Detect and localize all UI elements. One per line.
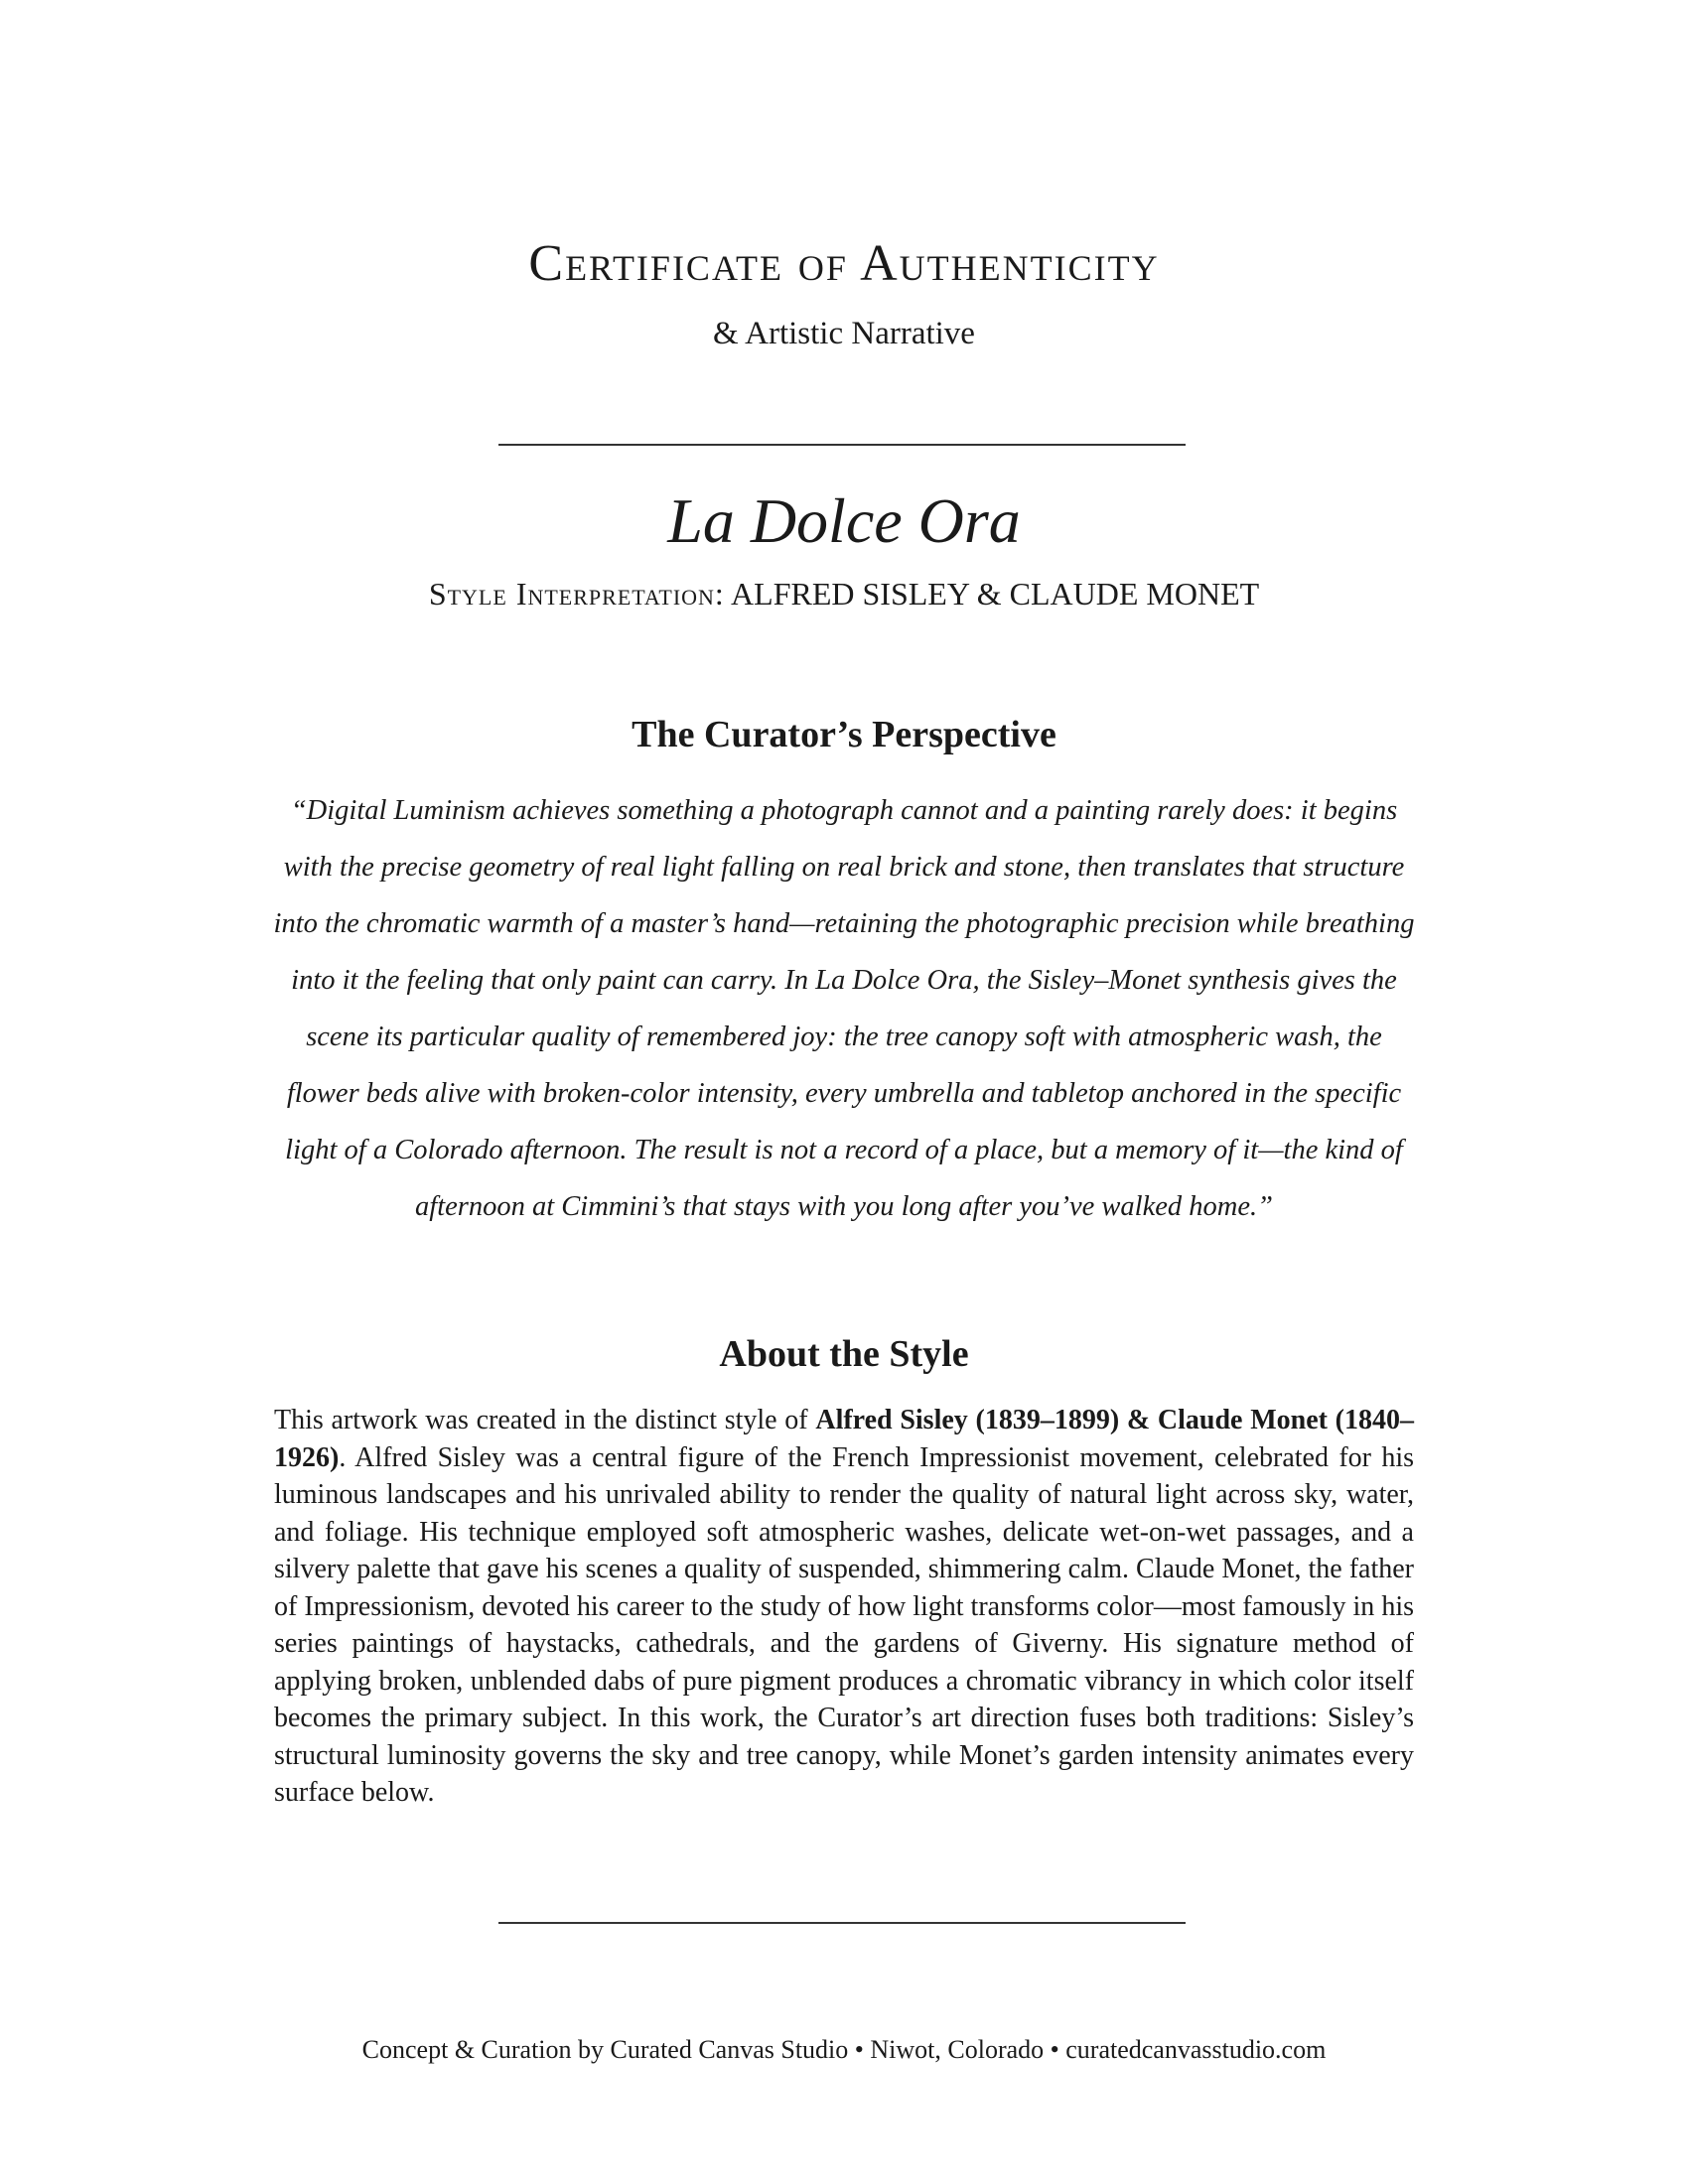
about-artists: Alfred Sisley (1839–1899) & Claude Monet (1840–1926) xyxy=(274,1405,1415,1473)
about-body: . Alfred Sisley was a central figure of the French Impressionist movement, celebrated for his luminous landscapes and his unrivaled ability to render the quality of natural light across sky, water, and foliage. His technique employed soft atmospheric washes, delicate wet-on-wet passages, and a silvery palette that gave his scenes a quality of suspended, shimmering calm. Claude Monet, the father of Impressionism, devoted his career to the study of how light transforms color—most famously in his series paintings of haystacks, cathedrals, and the gardens of Giverny. His signature method of applying broken, unblended dabs of pure pigment produces a chromatic vibrancy in which color itself becomes the primary subject. In this work, the Curator’s art direction fuses both traditions: Sisley’s structural luminosity governs the sky and tree canopy, while Monet’s garden intensity animates every surface below. xyxy=(274,1441,1414,1808)
about-style-paragraph xyxy=(274,1402,1414,1812)
certificate-title: Certificate of Authenticity xyxy=(528,235,1160,292)
certificate-subtitle: & Artistic Narrative xyxy=(713,316,975,351)
about-style-heading: About the Style xyxy=(719,1333,969,1375)
style-interpretation-line xyxy=(0,576,1688,613)
style-artists: ALFRED SISLEY & CLAUDE MONET xyxy=(731,576,1260,612)
curator-heading: The Curator’s Perspective xyxy=(632,714,1056,755)
curator-quote: “Digital Luminism achieves something a photograph cannot and a painting rarely does: it begins with the precise geometry of real light falling on real brick and stone, then translates that structure into the chromatic warmth of a master’s hand—retaining the photographic precision while breathing into it the feeling that only paint can carry. In La Dolce Ora, the Sisley–Monet synthesis gives the scene its particular quality of remembered joy: the tree canopy soft with atmospheric wash, the flower beds alive with broken-color intensity, every umbrella and tabletop anchored in the specific light of a Colorado afternoon. The result is not a record of a place, but a memory of it—the kind of afternoon at Cimmini’s that stays with you long after you’ve walked home.” xyxy=(273,795,1415,1222)
style-interpretation-label: Style Interpretation: xyxy=(428,576,725,612)
footer-credit: Concept & Curation by Curated Canvas Studio • Niwot, Colorado • curatedcanvasstudio.com xyxy=(361,2035,1327,2064)
about-intro: This artwork was created in the distinct style of xyxy=(274,1405,808,1435)
bottom-divider xyxy=(498,1922,1186,1924)
top-divider xyxy=(498,444,1186,446)
artwork-title: La Dolce Ora xyxy=(667,485,1021,556)
